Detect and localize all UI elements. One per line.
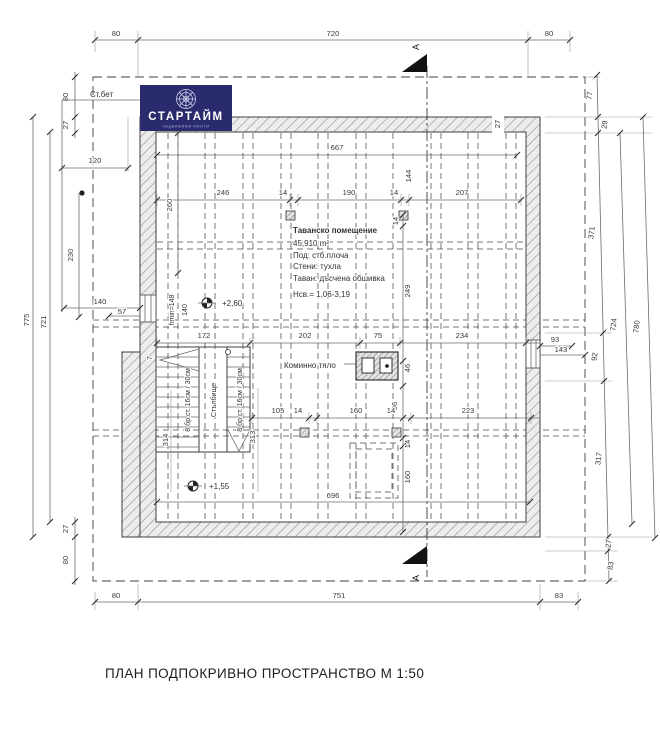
dim-label: 29 [599, 119, 610, 130]
dim-label: 720 [326, 29, 340, 38]
dim-label: 314 [161, 433, 170, 447]
level-marker-upper [198, 298, 243, 308]
top-dimension-row [92, 29, 573, 77]
dim-label: 77 [584, 90, 595, 101]
dim-v260 [165, 130, 181, 276]
dim-label: 230 [66, 248, 75, 262]
dim-right-window [537, 335, 588, 358]
dim-label: 260 [165, 198, 174, 212]
level-lower-label: +1,55 [209, 482, 230, 491]
section-letter-bottom: А [411, 574, 421, 582]
dim-label: 775 [22, 313, 31, 327]
dim-label: 96 [390, 401, 399, 411]
dim-label: 93 [550, 335, 560, 344]
stair-flight-right-label: 8 бр.ст. 16см / 30см [237, 368, 244, 432]
dim-row-mid [154, 331, 540, 349]
dim-label: 371 [586, 225, 597, 240]
left-lower-wall-step [122, 352, 140, 537]
dim-label: 14 [391, 216, 400, 226]
dim-label: 667 [330, 143, 344, 152]
dim-label: 751 [332, 591, 346, 600]
dim-label: 223 [461, 406, 475, 415]
dim-label: 75 [373, 331, 383, 340]
dim-label: 172 [197, 331, 211, 340]
dim-label: 160 [403, 470, 412, 484]
dim-row-696 [154, 491, 533, 505]
stair-flight-left-label: 8 бр.ст. 16см / 30см [185, 368, 192, 432]
dim-label: 105 [271, 406, 285, 415]
hmin-label: hmin=148 [169, 294, 176, 326]
hmin-value: 140 [182, 304, 189, 316]
room-area: 45,910 m² [293, 239, 330, 248]
right-wall-window [526, 340, 540, 368]
dim-label: 120 [88, 156, 102, 165]
chimney-flue [362, 358, 374, 373]
dim-wall-27 [492, 114, 504, 133]
dim-label: 27 [61, 524, 70, 534]
dim-label: 27 [493, 119, 502, 129]
dim-label: 780 [631, 319, 642, 334]
dim-label: 143 [554, 345, 568, 354]
dim-label: 92 [589, 351, 600, 362]
section-letter-top: А [411, 43, 421, 51]
dim-row-667 [154, 143, 520, 158]
dim-label: 202 [298, 331, 312, 340]
dim-label: 140 [93, 297, 107, 306]
logo-name: СТАРТАЙМ [148, 111, 224, 123]
logo [140, 85, 232, 131]
level-upper-label: +2,60 [222, 299, 243, 308]
dim-label: 27 [603, 538, 614, 549]
dim-label: 207 [455, 188, 469, 197]
stair-tread-count: 7 [147, 356, 154, 360]
stbet-label: Ст.бет [90, 90, 114, 99]
room-height: Нсв.= 1,06-3,19 [293, 290, 350, 299]
staircase [147, 347, 258, 492]
dim-label: 14 [293, 406, 303, 415]
chimney [284, 352, 398, 380]
room-name: Таванско помещение [293, 226, 378, 235]
rafter-grid-lines [93, 133, 585, 522]
level-marker-lower [184, 481, 230, 491]
room-ceiling: Таван: дъсчена обшивка [293, 274, 385, 283]
dim-label: 144 [404, 169, 413, 183]
section-arrow-bottom [402, 546, 427, 564]
dim-label: 313 [248, 430, 257, 444]
dim-label: 234 [455, 331, 469, 340]
stair-name-label: Стълбище [211, 382, 218, 418]
dim-label: 14 [389, 188, 399, 197]
dim-label: 249 [403, 284, 412, 298]
dim-label: 83 [605, 560, 616, 571]
room-walls: Стени: тухла [293, 262, 342, 271]
dim-label: 83 [554, 591, 564, 600]
roof-outline [93, 77, 585, 581]
chimney-label: Коминно тяло [284, 361, 336, 370]
room-info-block [293, 226, 385, 299]
section-arrow-top [402, 54, 427, 72]
dim-row-low [249, 406, 540, 424]
dim-label: 27 [61, 120, 70, 130]
dim-label: 80 [61, 555, 70, 565]
dim-label: 80 [61, 92, 70, 102]
dim-label: 80 [111, 591, 121, 600]
left-dimension-column [22, 72, 78, 585]
logo-emblem-icon [177, 90, 196, 109]
dim-label: 724 [608, 317, 619, 332]
dim-label: 46 [403, 363, 412, 373]
dim-label: 721 [39, 315, 48, 329]
stbet-callout [59, 90, 143, 320]
dim-label: 317 [593, 451, 604, 466]
room-floor: Под: стб.плоча [293, 251, 349, 260]
dim-label: 14 [403, 439, 412, 449]
dim-row-top-interior [154, 170, 524, 206]
dim-label: 14 [278, 188, 288, 197]
dim-label: 696 [326, 491, 340, 500]
dim-label: 80 [111, 29, 121, 38]
dim-label: 190 [342, 188, 356, 197]
dim-label: 160 [349, 406, 363, 415]
dim-label: 246 [216, 188, 230, 197]
bottom-dimension-row [92, 584, 581, 610]
dim-label: 57 [117, 307, 127, 316]
drawing-title: ПЛАН ПОДПОКРИВНО ПРОСТРАНСТВО М 1:50 [105, 666, 425, 681]
dim-label: 80 [544, 29, 554, 38]
dim-label: 14 [386, 406, 396, 415]
roof-window [350, 443, 398, 498]
left-wall-window [140, 295, 156, 322]
hmin-note [169, 294, 189, 325]
right-dimension-column [545, 72, 658, 584]
logo-tagline: НЕДВИЖИМИ ИМОТИ [162, 124, 210, 129]
